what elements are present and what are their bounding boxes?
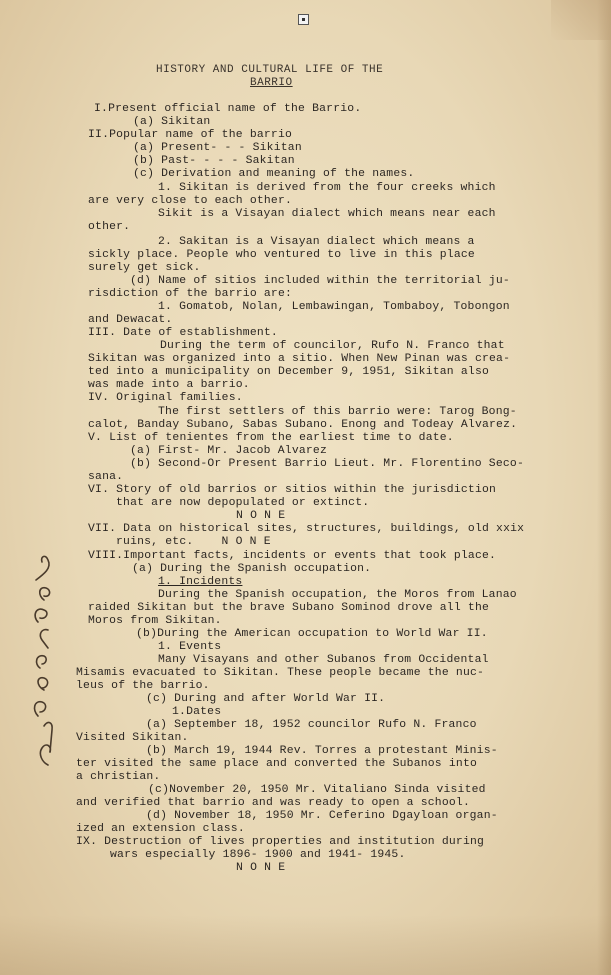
text-line: VIII.Important facts, incidents or events that took place.: [88, 550, 497, 562]
paper-edge-shadow: [597, 0, 611, 975]
text-line: 2. Sakitan is a Visayan dialect which means a: [158, 236, 475, 248]
text-line: Visited Sikitan.: [76, 732, 189, 744]
text-line: are very close to each other.: [88, 195, 293, 207]
text-line: V. List of tenientes from the earliest time to date.: [88, 432, 454, 444]
text-line: During the Spanish occupation, the Moros from Lanao: [158, 589, 517, 601]
text-line: raided Sikitan but the brave Subano Sominod drove all the: [88, 602, 490, 614]
text-line: that are now depopulated or extinct.: [116, 497, 370, 509]
text-line: IX. Destruction of lives properties and institution during: [76, 836, 485, 848]
text-line: (a) First- Mr. Jacob Alvarez: [130, 445, 327, 457]
text-line: surely get sick.: [88, 262, 201, 274]
text-line: leus of the barrio.: [76, 680, 210, 692]
text-line: sickly place. People who ventured to live in this place: [88, 249, 475, 261]
text-line: III. Date of establishment.: [88, 327, 278, 339]
binder-clip-icon: [298, 14, 309, 25]
handwritten-signature: [8, 540, 78, 770]
text-line: (c)November 20, 1950 Mr. Vitaliano Sinda visited: [148, 784, 486, 796]
text-line: 1. Gomatob, Nolan, Lembawingan, Tombaboy, Tobongon: [158, 301, 510, 313]
text-line: sana.: [88, 471, 124, 483]
text-line: Moros from Sikitan.: [88, 615, 222, 627]
text-line: ized an extension class.: [76, 823, 245, 835]
text-line: VI. Story of old barrios or sitios within the jurisdiction: [88, 484, 497, 496]
text-line: a christian.: [76, 771, 161, 783]
text-line: 1. Events: [158, 641, 222, 653]
text-line: (b) Second-Or Present Barrio Lieut. Mr. Florentino Seco-: [130, 458, 524, 470]
text-line: During the term of councilor, Rufo N. Franco that: [160, 340, 505, 352]
text-line: 1. Sikitan is derived from the four creeks which: [158, 182, 496, 194]
text-line: (b) Past- - - - Sakitan: [133, 155, 295, 167]
text-line: (a) During the Spanish occupation.: [132, 563, 372, 575]
text-line: Many Visayans and other Subanos from Occidental: [158, 654, 489, 666]
text-line: N O N E: [236, 862, 286, 874]
text-line: 1. Incidents: [158, 576, 243, 588]
text-line: I.Present official name of the Barrio.: [94, 103, 362, 115]
paper-bottom-stain: [0, 915, 611, 975]
text-line: (d) November 18, 1950 Mr. Ceferino Dgayloan organ-: [146, 810, 498, 822]
text-line: Misamis evacuated to Sikitan. These people became the nuc-: [76, 667, 485, 679]
text-line: wars especially 1896- 1900 and 1941- 1945.: [110, 849, 406, 861]
text-line: (a) Sikitan: [133, 116, 211, 128]
text-line: IV. Original families.: [88, 392, 243, 404]
text-line: (d) Name of sitios included within the territorial ju-: [130, 275, 510, 287]
text-line: (a) September 18, 1952 councilor Rufo N. Franco: [146, 719, 477, 731]
paper-corner-stain: [551, 0, 611, 40]
text-line: (c) Derivation and meaning of the names.: [133, 168, 415, 180]
text-line: (a) Present- - - Sikitan: [133, 142, 302, 154]
document-subtitle: BARRIO: [250, 77, 293, 89]
text-line: was made into a barrio.: [88, 379, 250, 391]
text-line: (c) During and after World War II.: [146, 693, 386, 705]
text-line: Sikitan was organized into a sitio. When New Pinan was crea-: [88, 353, 511, 365]
text-line: (b) March 19, 1944 Rev. Torres a protestant Minis-: [146, 745, 498, 757]
text-line: calot, Banday Subano, Sabas Subano. Enong and Todeay Alvarez.: [88, 419, 518, 431]
text-line: VII. Data on historical sites, structures, buildings, old xxix: [88, 523, 525, 535]
text-line: ted into a municipality on December 9, 1951, Sikitan also: [88, 366, 490, 378]
text-line: The first settlers of this barrio were: Tarog Bong-: [158, 406, 517, 418]
text-line: Sikit is a Visayan dialect which means near each: [158, 208, 496, 220]
text-line: ter visited the same place and converted the Subanos into: [76, 758, 478, 770]
text-line: and Dewacat.: [88, 314, 173, 326]
text-line: (b)During the American occupation to World War II.: [136, 628, 488, 640]
text-line: ruins, etc. N O N E: [116, 536, 271, 548]
text-line: risdiction of the barrio are:: [88, 288, 293, 300]
text-line: other.: [88, 221, 131, 233]
text-line: 1.Dates: [172, 706, 222, 718]
text-line: and verified that barrio and was ready to open a school.: [76, 797, 470, 809]
text-line: II.Popular name of the barrio: [88, 129, 293, 141]
text-line: N O N E: [236, 510, 286, 522]
document-title: HISTORY AND CULTURAL LIFE OF THE: [156, 64, 384, 76]
